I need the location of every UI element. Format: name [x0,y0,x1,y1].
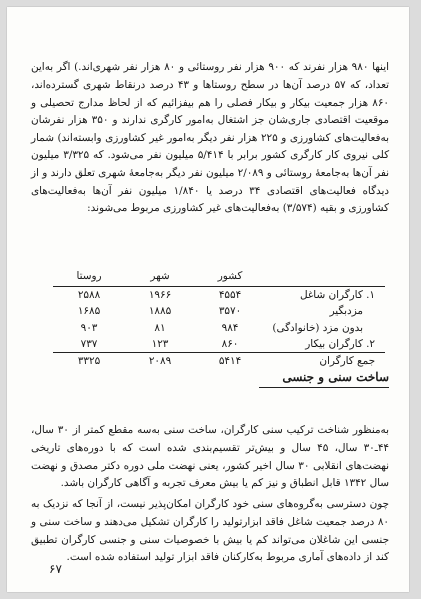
cell-country: ۵۴۱۴ [195,353,265,370]
row-label: ۲. کارگران بیکار [305,338,375,351]
cell-country: ۹۸۴ [221,321,239,334]
section-heading: ساخت سنی و جنسی [282,370,389,384]
page-number: ۶۷ [49,562,62,576]
cell-country: ۴۵۵۴ [218,289,242,302]
paragraph-age-structure: به‌منظور شناخت ترکیب سنی کارگران، ساخت سنی به‌سه مقطع کمتر از ۳۰ سال، ۴۴ـ۳۰ سال، ۴۵ سال و بیش‌تر تقسیم‌بندی شده است که با دوره‌های تاریخی نهضت‌های انقلابی ۳۰ سال اخیر کشور، یعنی نهضت ملی دوره دکتر مصدق و نهضت سال ۱۳۴۲ قابل انطباق و نیز کم یا بیش معرف تجربه و آگاهی کارگران باشد. [31,424,389,490]
cell-country: ۳۵۷۰ [218,305,242,318]
heading-underline [259,387,389,388]
cell-city: ۱۸۸۵ [148,305,172,318]
paragraph-data-source: چون دسترسی به‌گروه‌های سنی خود کارگران امکان‌پذیر نیست، از آنجا که نزدیک به ۸۰ درصد جمعیت شاغل فاقد ابزارتولید را کارگران تشکیل می‌دهند و ساخت سنی و جنسی این شاغلان می‌تواند کم یا بیش با خصوصیات سنی و جنسی کارگران تطبیق کند از داده‌های آماری مربوط به‌کارکنان فاقد ابزار تولید استفاده شده است. [31,498,389,564]
header-country: کشور [195,266,265,287]
table-row [53,287,385,304]
row-label: ۱. کارگران شاغل [299,289,375,302]
cell-rural: ۷۳۷ [80,338,98,351]
cell-city: ۱۲۳ [151,338,169,351]
header-rural: روستا [53,266,125,287]
section-heading-block [31,367,389,388]
workers-table [53,266,385,369]
book-page [7,7,409,592]
row-label-header [265,266,385,287]
row-label: مزدبگیر [329,305,363,318]
cell-city: ۱۹۶۶ [148,289,172,302]
cell-rural: ۲۵۸۸ [77,289,101,302]
table-header-row [53,266,385,287]
cell-city: ۲۰۸۹ [125,353,195,370]
cell-city: ۸۱ [154,321,166,334]
cell-country: ۸۶۰ [221,338,239,351]
table-row [53,303,385,319]
cell-rural: ۱۶۸۵ [77,305,101,318]
row-label: جمع کارگران [265,353,385,370]
cell-rural: ۳۳۲۵ [53,353,125,370]
cell-rural: ۹۰۳ [80,321,98,334]
table-row [53,336,385,353]
table-row [53,320,385,336]
paragraph-intro: اینها ۹۸۰ هزار نفرند که ۹۰۰ هزار نفر روستائی و ۸۰ هزار نفر شهری‌اند.) اگر به‌این تعداد، که ۵۷ درصد آن‌ها در سطح روستاها و ۴۳ درصد درنقاط شهری گسترده‌اند، ۸۶۰ هزار جمعیت بیکار و بیکار فصلی را هم بیفزائیم که از لحاظ مدارج تحصیلی و موقعیت اقتصادی جاری‌شان جز اشتغال به‌امور کارگری ندارند و ۳۵۰ هزار نفرشان به‌فعالیت‌های کشاورزی و ۲۲۵ هزار نفر دیگر به‌امور غیر کشاورزی وابسته‌اند) شمار کلی نیروی کار کارگری کشور برابر با ۵/۴۱۴ میلیون نفر می‌شود. که ۳/۳۲۵ میلیون نفر آن‌ها به‌جامعهٔ روستائی و ۲/۰۸۹ میلیون نفر دیگر به‌جامعهٔ شهری تعلق دارند و از دیدگاه فعالیت‌های اقتصادی ۳۴ درصد یا ۱/۸۴۰ میلیون نفر آن‌ها به‌فعالیت‌های کشاورزی و بقیه (۳/۵۷۴) به‌فعالیت‌های غیر کشاورزی مربوط می‌شوند: [31,61,390,215]
row-label: بدون مزد (خانوادگی) [272,321,363,334]
header-city: شهر [125,266,195,287]
